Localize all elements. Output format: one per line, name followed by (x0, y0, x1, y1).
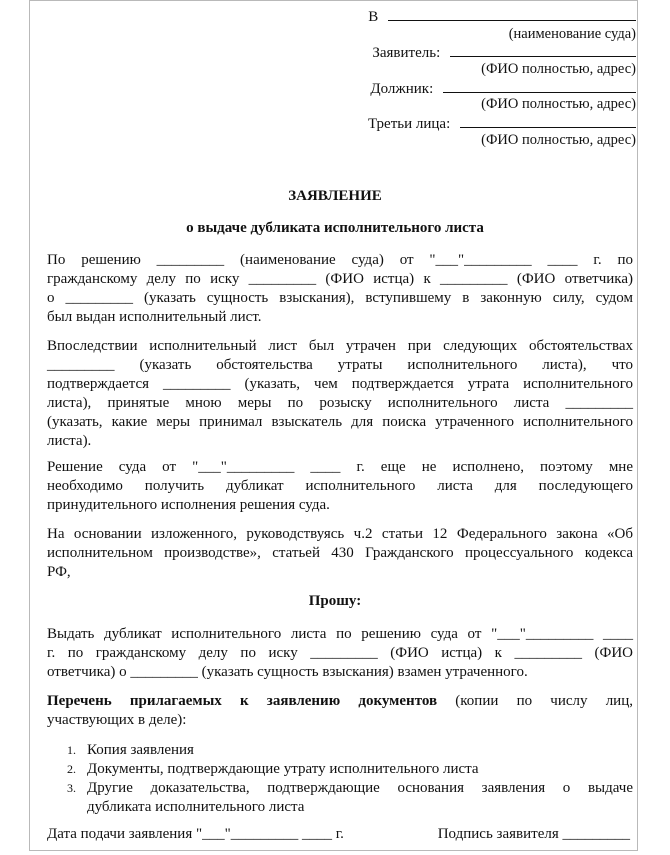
list-text: Другие доказательства, подтверждающие основания заявления о выдаче (87, 780, 633, 796)
court-prefix: В (368, 9, 379, 25)
text-line: подтверждается _________ (указать, чем подтверждается утрата исполнительного (47, 376, 633, 392)
paragraph-decision (47, 251, 633, 327)
text-line: исполнительном производстве», статьей 430 Гражданского процессуального кодекса (47, 545, 633, 561)
debtor-blank (443, 78, 636, 93)
text-line: РФ, (47, 564, 71, 580)
request-heading: Прошу: (308, 593, 362, 609)
attachments-list (47, 741, 633, 817)
court-hint: (наименование суда) (508, 26, 636, 42)
attachments-heading-bold: Перечень прилагаемых к заявлению документов (47, 693, 438, 709)
list-number: 2. (67, 762, 76, 776)
text-line: о _________ (указать сущность взыскания), вступившему в законную силу, судом (47, 290, 633, 306)
debtor-hint: (ФИО полностью, адрес) (481, 96, 636, 112)
applicant-line (372, 42, 636, 62)
paragraph-loss (47, 337, 633, 451)
text-line: листа). (47, 433, 92, 449)
paragraph-not-executed (47, 458, 633, 515)
third-parties-blank (460, 113, 636, 128)
list-number: 3. (67, 781, 76, 795)
court-line (368, 6, 636, 26)
third-parties-hint: (ФИО полностью, адрес) (481, 132, 636, 148)
applicant-hint: (ФИО полностью, адрес) (481, 61, 636, 77)
text-line: Впоследствии исполнительный лист был утрачен при следующих обстоятельствах (47, 338, 633, 354)
submission-date: Дата подачи заявления "___"_________ ____ г. (47, 826, 344, 842)
text-line: гражданскому делу по иску _________ (ФИО истца) к _________ (ФИО ответчика) (47, 271, 633, 287)
debtor-label: Должник: (370, 81, 434, 97)
list-item (47, 741, 633, 760)
text-line (47, 692, 633, 711)
text-line: листа), принятые мною меры по розыску исполнительного листа _________ (47, 395, 633, 411)
court-blank (388, 6, 636, 21)
third-parties-label: Третьи лица: (367, 116, 451, 132)
paragraph-legal-basis (47, 525, 633, 582)
list-number: 1. (67, 743, 76, 757)
text-line: (указать, какие меры принимал взыскатель для поиска утраченного исполнительного (47, 414, 633, 430)
applicant-label: Заявитель: (372, 45, 441, 61)
applicant-signature: Подпись заявителя _________ (437, 826, 630, 842)
list-text: дубликата исполнительного листа (87, 799, 305, 815)
debtor-line (370, 78, 636, 98)
text-line: Решение суда от "___"_________ ____ г. еще не исполнено, поэтому мне (47, 459, 633, 475)
attachments-heading (47, 692, 633, 730)
paragraph-request (47, 625, 633, 682)
list-item (47, 779, 633, 817)
text-line: _________ (указать обстоятельства утраты исполнительного листа), что (47, 357, 633, 373)
third-parties-line (368, 113, 636, 133)
document-title: ЗАЯВЛЕНИЕ (288, 188, 382, 204)
list-text: Копия заявления (87, 742, 194, 758)
text-line: г. по гражданскому делу по иску _________ (ФИО истца) к _________ (ФИО (47, 645, 633, 661)
text-line: Выдать дубликат исполнительного листа по решению суда от "___"_________ ____ (47, 626, 633, 642)
text-line: ответчика) о _________ (указать сущность взыскания) взамен утраченного. (47, 664, 528, 680)
text-line: был выдан исполнительный лист. (47, 309, 262, 325)
attachments-heading-rest: (копии по числу лиц, (437, 693, 633, 709)
text-line: необходимо получить дубликат исполнительного листа для последующего (47, 478, 633, 494)
text-line: принудительного исполнения решения суда. (47, 497, 330, 513)
text-line: На основании изложенного, руководствуясь ч.2 статьи 12 Федерального закона «Об (47, 526, 633, 542)
text-line: участвующих в деле): (47, 712, 187, 728)
list-text: Документы, подтверждающие утрату исполнительного листа (87, 761, 479, 777)
document-subtitle: о выдаче дубликата исполнительного листа (186, 220, 484, 236)
list-item (47, 760, 633, 779)
text-line: По решению _________ (наименование суда) от "___"_________ ____ г. по (47, 252, 633, 268)
applicant-blank (450, 42, 636, 57)
